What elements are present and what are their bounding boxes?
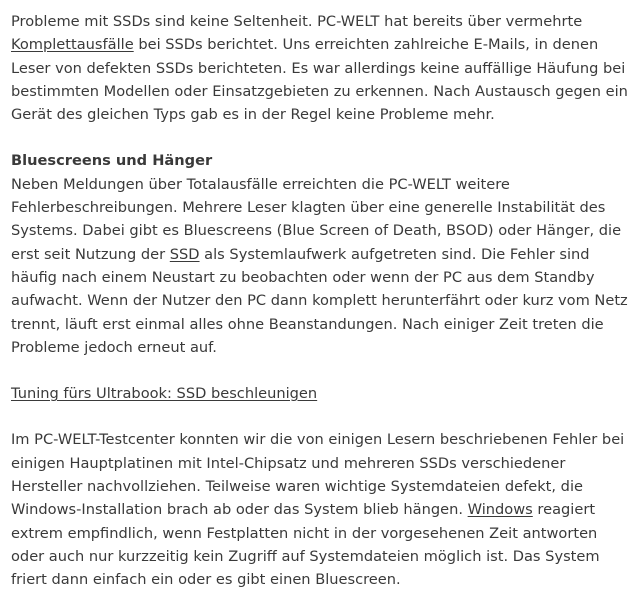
paragraph-testcenter-text-2: reagiert extrem empfindlich, wenn Festplatten nicht in der vorgesehenen Zeit antworten oder auch nur kurzzeitig kein Zugriff auf Systemdateien möglich ist. Das System friert dann einfach ein oder es gibt einen Bluescreen. [11,501,600,589]
paragraph-bluescreens [11,173,635,359]
section-heading: Bluescreens und Hänger [11,152,213,170]
related-article [11,382,635,405]
paragraph-testcenter [11,428,635,591]
paragraph-bluescreens-text-1: Neben Meldungen über Totalausfälle erreichten die PC-WELT weitere Fehlerbeschreibungen. Mehrere Leser klagten über eine generelle Instabilität des Systems. Dabei gibt es Bluescreens (Blue Screen of Death, BSOD) oder Hänger, die erst seit Nutzung der [11,175,622,263]
paragraph-testcenter-text-1: Im PC-WELT-Testcenter konnten wir die von einigen Lesern beschriebenen Fehler bei einigen Hauptplatinen mit Intel-Chipsatz und mehreren SSDs verschiedener Hersteller nachvollziehen. Teilweise waren wichtige Systemdateien defekt, die Windows-Installation brach ab oder das System blieb hängen. [11,431,625,519]
spacer [11,405,635,428]
paragraph-intro [11,10,635,126]
link-windows[interactable]: Windows [467,501,533,519]
related-article-link[interactable]: Tuning fürs Ultrabook: SSD beschleunigen [11,385,318,403]
spacer [11,126,635,149]
paragraph-intro-text-1: Probleme mit SSDs sind keine Seltenheit. PC-WELT hat bereits über vermehrte [11,13,583,30]
spacer [11,359,635,382]
link-komplettausfaelle[interactable]: Komplettausfälle [11,36,134,54]
link-ssd[interactable]: SSD [169,245,200,263]
paragraph-bluescreens-text-2: als Systemlaufwerk aufgetreten sind. Die Fehler sind häufig nach einem Neustart zu beobachten oder wenn der PC aus dem Standby aufwacht. Wenn der Nutzer den PC dann komplett herunterfährt oder kurz vom Netz trennt, läuft erst einmal alles ohne Beanstandungen. Nach einiger Zeit treten die Probleme jedoch erneut auf. [11,245,628,356]
paragraph-intro-text-2: bei SSDs berichtet. Uns erreichten zahlreiche E-Mails, in denen Leser von defekten SSDs berichteten. Es war allerdings keine auffällige Häufung bei bestimmten Modellen oder Einsatzgebieten zu erkennen. Nach Austausch gegen ein Gerät des gleichen Typs gab es in der Regel keine Probleme mehr. [11,36,628,124]
